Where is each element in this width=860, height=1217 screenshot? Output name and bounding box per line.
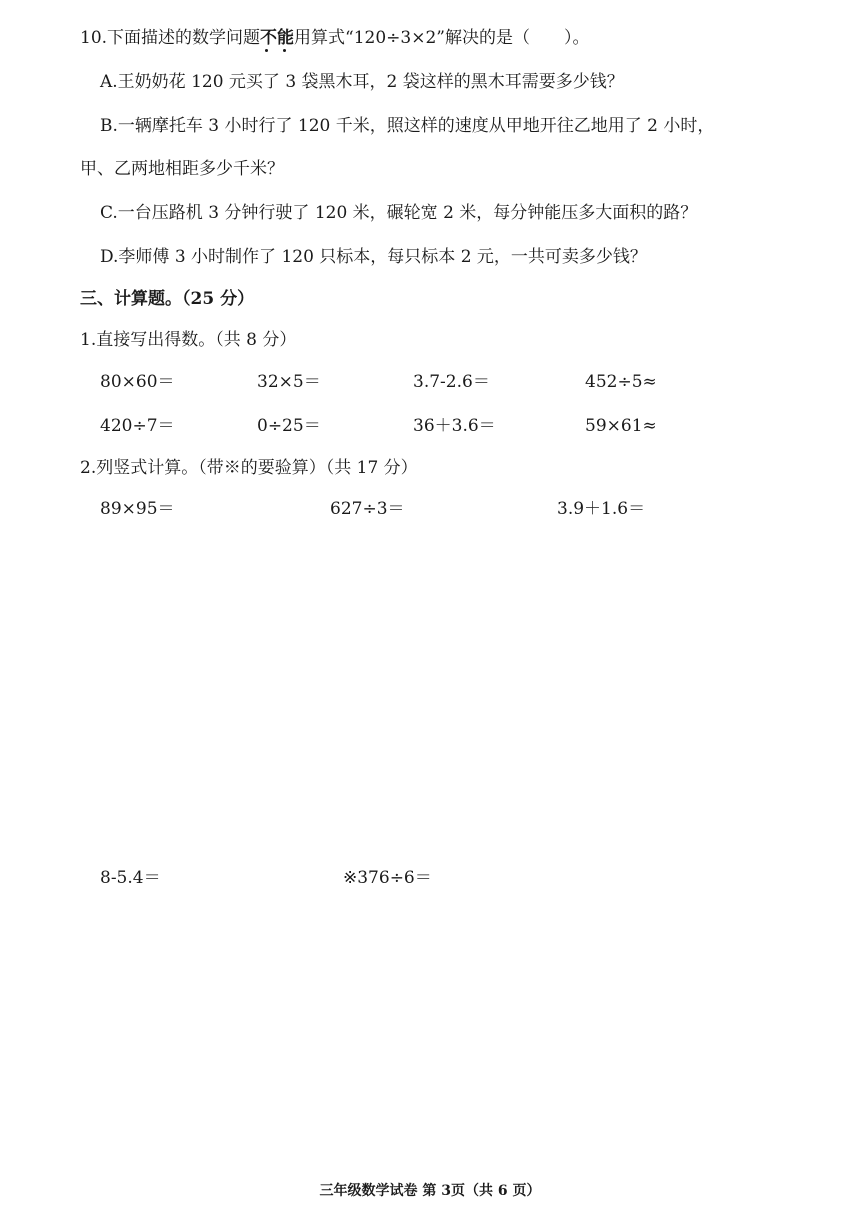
option-c: C.一台压路机 3 分钟行驶了 120 米，碾轮宽 2 米，每分钟能压多大面积的路？ <box>100 203 698 223</box>
section-3-title: 三、计算题。（25 分） <box>80 289 255 309</box>
option-b-line2: 甲、乙两地相距多少千米？ <box>80 159 284 179</box>
vertical-calc-item: 627÷3＝ <box>330 499 405 519</box>
vertical-calc-item: 8-5.4＝ <box>100 868 161 888</box>
oral-calc-item: 3.7-2.6＝ <box>413 372 490 392</box>
vertical-calc-item: 3.9＋1.6＝ <box>557 499 646 519</box>
oral-calc-item: 420÷7＝ <box>100 416 175 436</box>
vertical-calc-item: 89×95＝ <box>100 499 175 519</box>
vertical-calc-item: ※376÷6＝ <box>343 868 432 888</box>
question-10-prefix: 10.下面描述的数学问题 <box>80 28 261 48</box>
option-b-line1: B.一辆摩托车 3 小时行了 120 千米，照这样的速度从甲地开往乙地用了 2 小时， <box>100 116 715 136</box>
option-d: D.李师傅 3 小时制作了 120 只标本，每只标本 2 元，一共可卖多少钱？ <box>100 247 647 267</box>
oral-calc-item: 59×61≈ <box>585 416 657 436</box>
oral-calc-item: 32×5＝ <box>257 372 321 392</box>
oral-calc-item: 452÷5≈ <box>585 372 657 392</box>
emphasis-not: 不能 <box>260 28 295 48</box>
question-10-suffix: 用算式“120÷3×2”解决的是（ ）。 <box>294 28 590 48</box>
question-10-stem <box>80 26 590 50</box>
part-1-title: 1.直接写出得数。（共 8 分） <box>80 330 297 350</box>
oral-calc-item: 0÷25＝ <box>257 416 321 436</box>
page-footer: 三年级数学试卷 第 3页（共 6 页） <box>319 1183 541 1199</box>
option-a: A.王奶奶花 120 元买了 3 袋黑木耳，2 袋这样的黑木耳需要多少钱？ <box>100 72 624 92</box>
part-2-title: 2.列竖式计算。（带※的要验算）（共 17 分） <box>80 458 418 478</box>
oral-calc-item: 80×60＝ <box>100 372 175 392</box>
oral-calc-item: 36＋3.6＝ <box>413 416 496 436</box>
